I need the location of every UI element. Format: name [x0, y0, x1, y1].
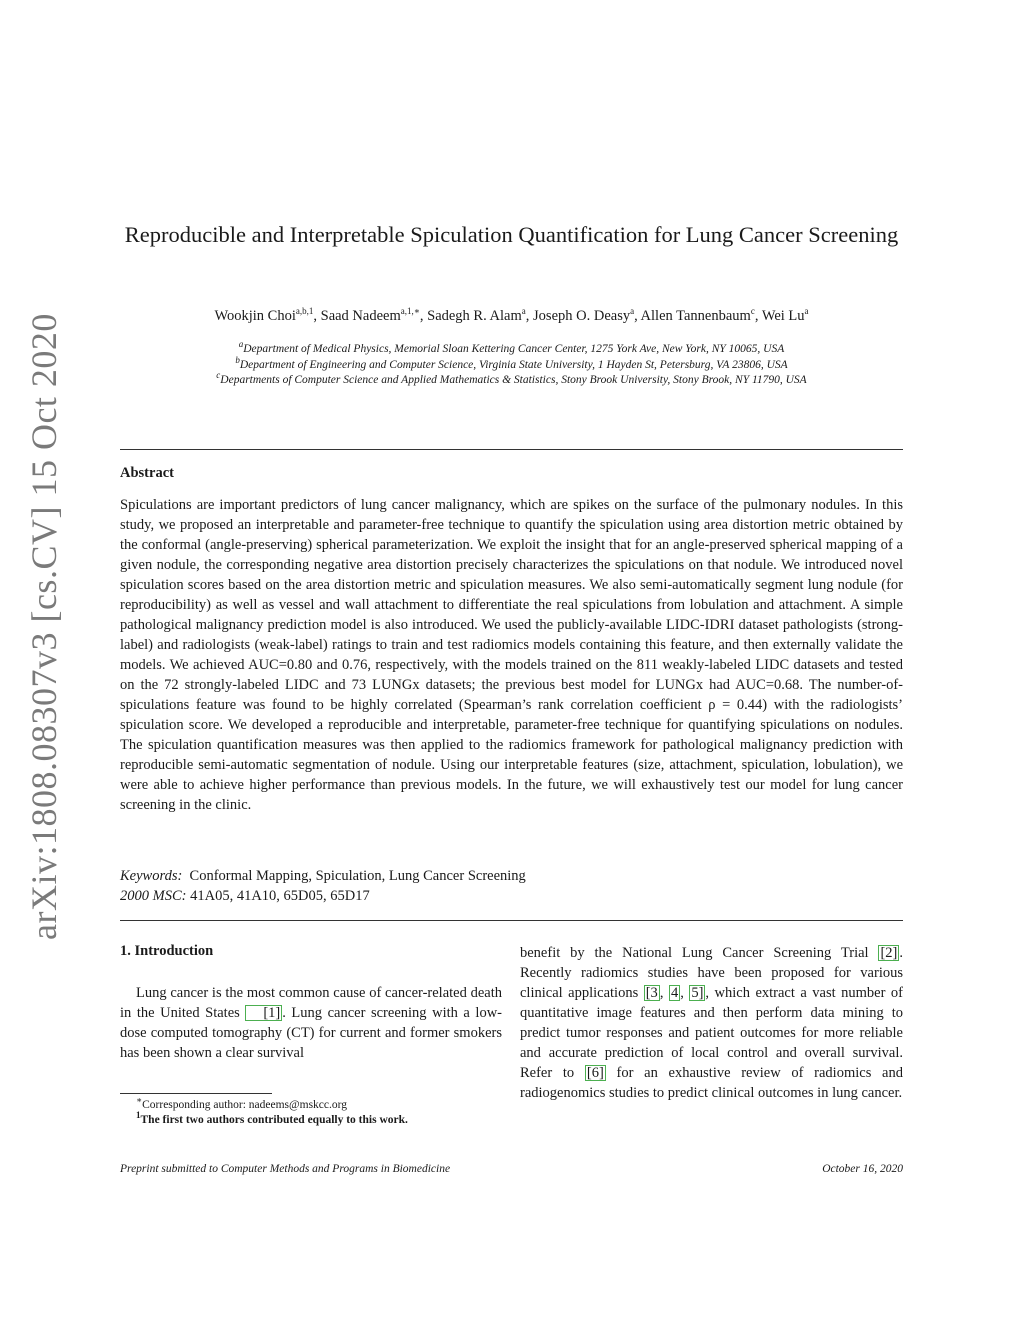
affiliation: $^c$Departments of Computer Science and Applied Mathematics & Statistics, Stony Brook University, Stony Brook, NY 11790, USA — [216, 370, 807, 386]
author: Wookjin Choi$^{a,b,1}$ — [214, 306, 314, 324]
author: Joseph O. Deasy$^a$ — [533, 306, 635, 324]
citation-link[interactable]: 4 — [670, 985, 679, 1001]
citation-link[interactable]: [6] — [586, 1065, 604, 1081]
citation-link[interactable]: [1] — [245, 1005, 282, 1021]
msc-value: 41A05, 41A10, 65D05, 65D17 — [190, 888, 370, 904]
author-list: Wookjin Choi$^{a,b,1}$, Saad Nadeem$^{a,1,∗}$, Sadegh R. Alam$^a$, Joseph O. Deasy$^a$, Allen Tannenbaum$^c$, Wei Lu$^a$ — [214, 306, 809, 324]
keywords-label: Keywords: — [120, 868, 183, 884]
intro-left-column: Lung cancer is the most common cause of cancer-related death in the United States [1] . Lung cancer screening with a low-dose computed tomography (CT) for current and former smokers has been shown a clear survival — [120, 985, 503, 1061]
author: Wei Lu$^a$ — [761, 306, 809, 324]
keywords-block — [120, 866, 903, 906]
intro-right-column: benefit by the National Lung Cancer Screening Trial [2] . Recently radiomics studies have been proposed for various clinical applications [3 , 4 , 5] , which extract a vast number of quantitative image features and then perform data mining to predict tumor responses and patient outcomes for more reliable and accurate prediction of local control and overall survival. Refer to [6] for an exhaustive review of radiomics and radiogenomics studies to predict clinical outcomes in lung cancer. — [520, 945, 904, 1101]
arxiv-side-stamp: arXiv:1808.08307v3 [cs.CV] 15 Oct 2020 — [24, 313, 64, 940]
footnote-divider — [120, 1093, 272, 1094]
citation-link[interactable]: [3 — [645, 985, 658, 1001]
author: Saad Nadeem$^{a,1,∗}$ — [320, 306, 420, 324]
divider-bottom — [120, 920, 903, 921]
paper-title: Reproducible and Interpretable Spiculation Quantification for Lung Cancer Screening — [124, 222, 899, 247]
section-heading-introduction: 1. Introduction — [120, 943, 214, 959]
affiliation: $^a$Department of Medical Physics, Memorial Sloan Kettering Cancer Center, 1275 York Ave, New York, NY 10065, USA — [238, 339, 785, 355]
footnote-equal-contribution: $^1$The first two authors contributed equally to this work. — [136, 1110, 408, 1126]
footer-journal: Preprint submitted to Computer Methods and Programs in Biomedicine — [120, 1163, 451, 1175]
divider-top — [120, 449, 903, 450]
affiliations — [120, 339, 903, 389]
author: Allen Tannenbaum$^c$ — [640, 306, 755, 324]
msc-label: 2000 MSC: — [120, 888, 187, 904]
footer-date: October 16, 2020 — [822, 1163, 903, 1175]
affiliation: $^b$Department of Engineering and Computer Science, Virginia State University, 1 Hayden St, Petersburg, VA 23806, USA — [235, 354, 788, 371]
abstract-heading: Abstract — [120, 465, 174, 481]
citation-link[interactable]: 5] — [691, 985, 704, 1001]
abstract-body: Spiculations are important predictors of lung cancer malignancy, which are spikes on the surface of the pulmonary nodules. In this study, we proposed an interpretable and parameter-free technique to quantify the spiculation using area distortion metric obtained by the conformal (angle-preserving) spherical parameterization. We exploit the insight that for an angle-preserved spherical mapping of a given nodule, the corresponding negative area distortion precisely characterizes the spiculations on that nodule. We introduced novel spiculation scores based on the area distortion metric and spiculation measures. We also semi-automatically segment lung nodule (for reproducibility) as well as vessel and wall attachment to differentiate the real spiculations from lobulation and attachment. A simple pathological malignancy prediction model is also introduced. We used the publicly-available LIDC-IDRI dataset pathologists (strong-label) and radiologists (weak-label) ratings to train and test radiomics models containing this feature, and then externally validate the models. We achieved AUC=0.80 and 0.76, respectively, with the models trained on the 811 weakly-labeled LIDC datasets and tested on the 72 strongly-labeled LIDC and 73 LUNGx datasets; the previous best model for LUNGx had AUC=0.68. The number-of-spiculations feature was found to be highly correlated (Spearman’s rank correlation coefficient ρ = 0.44) with the radiologists’ spiculation score. We developed a reproducible and interpretable, parameter-free technique for quantifying spiculations on nodules. The spiculation quantification measures was then applied to the radiomics framework for pathological malignancy prediction with reproducible semi-automatic segmentation of nodule. Using our interpretable features (size, attachment, spiculation, lobulation), we were able to achieve higher performance than previous models. In the future, we will exhaustively test our model for lung cancer screening in the clinic. — [120, 497, 903, 813]
citation-link[interactable]: [2] — [880, 945, 898, 961]
footnote-corresponding-author: ∗Corresponding author: nadeems@mskcc.org — [136, 1095, 348, 1111]
author: Sadegh R. Alam$^a$ — [427, 306, 526, 324]
keywords-value: Conformal Mapping, Spiculation, Lung Cancer Screening — [189, 868, 526, 884]
